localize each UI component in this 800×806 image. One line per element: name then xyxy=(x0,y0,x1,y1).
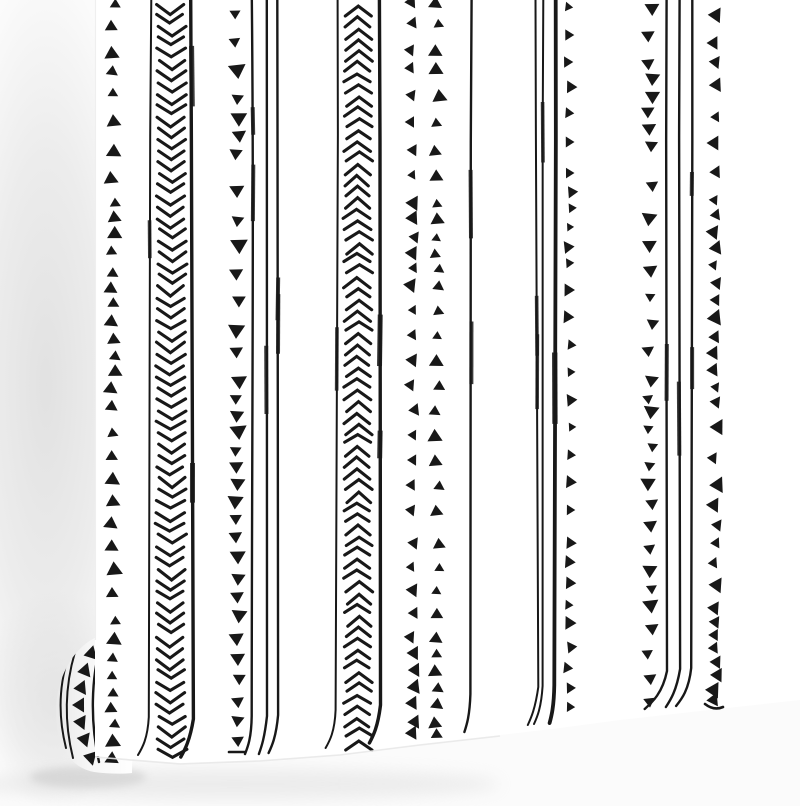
wallpaper-sheet xyxy=(95,0,800,763)
ink-line-blob xyxy=(679,382,680,456)
ink-line-blob xyxy=(253,107,254,135)
ink-line-blob xyxy=(192,46,193,107)
ink-line-blob xyxy=(380,315,381,366)
